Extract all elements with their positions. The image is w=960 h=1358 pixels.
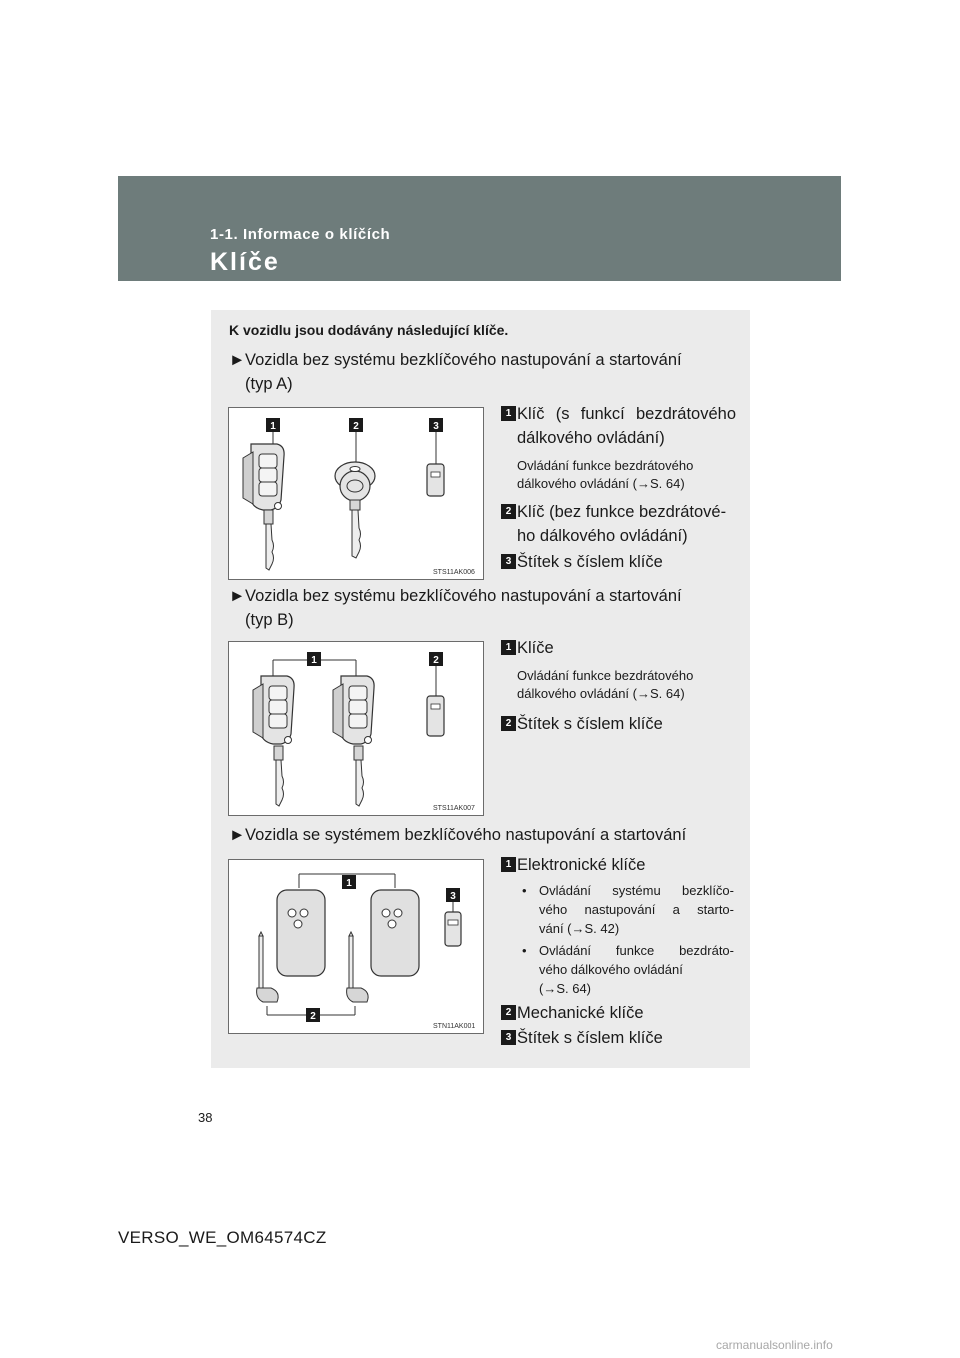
number-badge: 2 (501, 1005, 516, 1020)
number-badge: 1 (501, 406, 516, 421)
callout-1 (307, 652, 321, 666)
svg-text:2: 2 (353, 421, 359, 432)
arrow-icon: ► (229, 351, 246, 369)
item-a-3: 3 Štítek s číslem klíče (501, 550, 736, 574)
item-c-3: 3 Štítek s číslem klíče (501, 1026, 736, 1050)
callout-1 (266, 418, 280, 432)
item-c-2: 2 Mechanické klíče (501, 1001, 736, 1025)
callout-2 (306, 1008, 320, 1022)
variant-heading-smart-key: ►Vozidla se systémem bezklíčového nastupování a startování (229, 823, 686, 847)
key-number-plate-icon (427, 696, 444, 736)
svg-text:1: 1 (311, 655, 317, 666)
section-label: 1-1. Informace o klíčích (210, 226, 391, 243)
svg-text:2: 2 (310, 1011, 316, 1022)
arrow-icon: ► (229, 587, 246, 605)
key-number-plate-icon (427, 464, 444, 496)
document-code: VERSO_WE_OM64574CZ (118, 1228, 327, 1247)
item-b-2: 2 Štítek s číslem klíče (501, 712, 736, 736)
remote-key-icon (333, 676, 374, 806)
svg-text:2: 2 (433, 655, 439, 666)
bullet-item: • Ovládání funkce bezdráto- vého dálkového ovládání (→S. 64) (522, 943, 734, 996)
electronic-key-icon (277, 890, 325, 976)
page-title: Klíče (210, 248, 280, 276)
intro-text: K vozidlu jsou dodávány následující klíče. (229, 322, 509, 338)
plain-key-icon (335, 462, 375, 558)
number-badge: 2 (501, 716, 516, 731)
illustration-keys-type-b (228, 641, 484, 816)
image-code: STS11AK007 (433, 805, 475, 812)
callout-2 (349, 418, 363, 432)
item-b-1: 1 Klíče (501, 636, 736, 660)
number-badge: 1 (501, 640, 516, 655)
number-badge: 1 (501, 857, 516, 872)
illustration-keys-smart (228, 859, 484, 1034)
item-b-1-desc: Ovládání funkce bezdrátového dálkového ovládání (→S. 64) (517, 668, 694, 701)
watermark: carmanualsonline.info (716, 1338, 833, 1352)
electronic-key-icon (371, 890, 419, 976)
remote-key-icon (243, 444, 284, 570)
svg-text:3: 3 (433, 421, 439, 432)
illustration-keys-type-a (228, 407, 484, 580)
image-code: STN11AK001 (433, 1023, 476, 1030)
item-c-1: 1 Elektronické klíče (501, 853, 736, 877)
callout-1 (342, 875, 356, 889)
variant-heading-type-a: ►Vozidla bez systému bezklíčového nastupování a startování (typ A) (229, 348, 682, 396)
item-a-1: 1 Klíč (s funkcí bezdrátového dálkového ovládání) (501, 402, 736, 450)
remote-key-icon (253, 676, 294, 806)
svg-text:3: 3 (450, 891, 456, 902)
image-code: STS11AK006 (433, 569, 475, 576)
number-badge: 3 (501, 1030, 516, 1045)
item-a-2: 2 Klíč (bez funkce bezdrátové- ho dálkového ovládání) (501, 500, 736, 548)
variant-heading-type-b: ►Vozidla bez systému bezklíčového nastupování a startování (typ B) (229, 584, 682, 632)
callout-3 (429, 418, 443, 432)
key-number-plate-icon (445, 912, 461, 946)
mechanical-key-icon (257, 932, 279, 1002)
svg-text:1: 1 (270, 421, 276, 432)
number-badge: 3 (501, 554, 516, 569)
number-badge: 2 (501, 504, 516, 519)
callout-2 (429, 652, 443, 666)
mechanical-key-icon (347, 932, 369, 1002)
item-a-1-desc: Ovládání funkce bezdrátového dálkového ovládání (→S. 64) (517, 458, 694, 491)
arrow-icon: ► (229, 826, 246, 844)
callout-3 (446, 888, 460, 902)
svg-text:1: 1 (346, 878, 352, 889)
bullet-item: • Ovládání systému bezklíčo- vého nastupování a starto- vání (→S. 42) (522, 883, 734, 936)
page-number: 38 (198, 1110, 213, 1125)
